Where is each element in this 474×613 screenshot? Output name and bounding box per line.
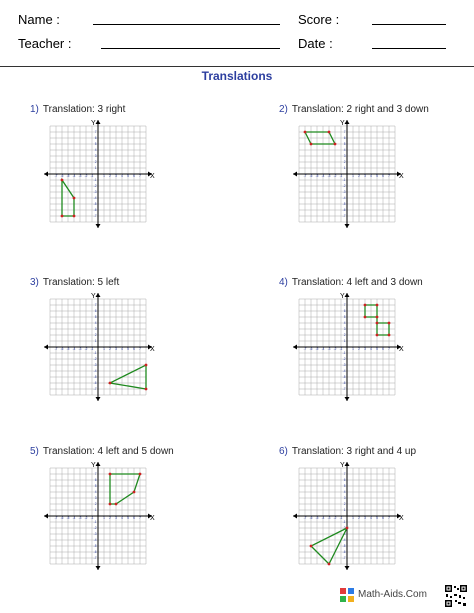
x-tick-label: 2 bbox=[109, 174, 111, 178]
shape-vertex bbox=[310, 143, 313, 146]
x-tick-label: -6 bbox=[309, 516, 313, 520]
y-tick-label: 1 bbox=[94, 339, 97, 344]
y-tick-label: 5 bbox=[343, 484, 346, 489]
x-tick-label: 3 bbox=[115, 347, 117, 351]
y-tick-label: -3 bbox=[342, 363, 346, 368]
y-tick-label: 6 bbox=[94, 136, 97, 141]
x-axis-arrow bbox=[44, 345, 48, 350]
x-tick-label: 4 bbox=[121, 347, 123, 351]
x-tick-label: -4 bbox=[72, 347, 76, 351]
date-label: Date : bbox=[298, 36, 333, 51]
y-tick-label: -7 bbox=[342, 214, 346, 219]
y-tick-label: 3 bbox=[94, 154, 97, 159]
shape-vertex bbox=[364, 316, 367, 319]
y-tick-label: -6 bbox=[93, 550, 97, 555]
shape-vertex bbox=[376, 316, 379, 319]
x-tick-label: -5 bbox=[315, 516, 319, 520]
date-field-line[interactable] bbox=[372, 48, 446, 49]
y-tick-label: -1 bbox=[342, 351, 346, 356]
shape-vertex bbox=[364, 304, 367, 307]
problem-number: 6) bbox=[279, 446, 288, 457]
x-tick-label: -2 bbox=[84, 516, 88, 520]
y-tick-label: 1 bbox=[94, 508, 97, 513]
shape-vertex bbox=[346, 527, 349, 530]
y-tick-label: -2 bbox=[93, 357, 97, 362]
y-tick-label: 7 bbox=[343, 303, 346, 308]
y-tick-label: -6 bbox=[93, 208, 97, 213]
x-tick-label: -6 bbox=[309, 347, 313, 351]
y-tick-label: 1 bbox=[343, 339, 346, 344]
x-tick-label: -3 bbox=[327, 347, 331, 351]
coordinate-grid bbox=[291, 118, 403, 230]
x-tick-label: 3 bbox=[364, 174, 366, 178]
y-tick-label: 6 bbox=[94, 309, 97, 314]
x-tick-label: 7 bbox=[139, 516, 141, 520]
x-tick-label: -5 bbox=[66, 516, 70, 520]
y-axis-arrow bbox=[345, 293, 350, 297]
y-tick-label: -5 bbox=[93, 202, 97, 207]
y-tick-label: -3 bbox=[93, 190, 97, 195]
score-field-line[interactable] bbox=[372, 24, 446, 25]
shape-vertex bbox=[328, 131, 331, 134]
problem-label bbox=[30, 277, 119, 288]
shape-vertex bbox=[304, 131, 307, 134]
x-tick-label: 1 bbox=[352, 516, 354, 520]
y-tick-label: 5 bbox=[94, 484, 97, 489]
x-axis-label: X bbox=[150, 173, 155, 180]
y-tick-label: 5 bbox=[94, 142, 97, 147]
x-tick-label: -2 bbox=[84, 347, 88, 351]
y-axis-arrow bbox=[345, 397, 350, 401]
y-tick-label: -1 bbox=[93, 178, 97, 183]
shape-vertex bbox=[376, 322, 379, 325]
x-tick-label: 3 bbox=[115, 174, 117, 178]
x-tick-label: 7 bbox=[388, 347, 390, 351]
y-tick-label: 3 bbox=[343, 327, 346, 332]
score-label: Score : bbox=[298, 12, 340, 27]
x-tick-label: 3 bbox=[115, 516, 117, 520]
y-tick-label: -2 bbox=[342, 357, 346, 362]
qr-code-icon bbox=[445, 585, 467, 607]
y-tick-label: -6 bbox=[93, 381, 97, 386]
shape-vertex bbox=[334, 143, 337, 146]
shape-vertex bbox=[376, 304, 379, 307]
y-tick-label: -5 bbox=[342, 544, 346, 549]
x-tick-label: 7 bbox=[388, 174, 390, 178]
y-axis-label: Y bbox=[91, 462, 96, 469]
x-tick-label: -6 bbox=[309, 174, 313, 178]
y-axis-label: Y bbox=[340, 120, 345, 127]
teacher-label: Teacher : bbox=[18, 36, 72, 51]
x-tick-label: -5 bbox=[66, 347, 70, 351]
name-label: Name : bbox=[18, 12, 60, 27]
y-axis-arrow bbox=[96, 462, 101, 466]
problem-label bbox=[279, 446, 416, 457]
shape-vertex bbox=[109, 382, 112, 385]
x-tick-label: 4 bbox=[121, 516, 123, 520]
y-tick-label: 2 bbox=[94, 502, 97, 507]
x-tick-label: -7 bbox=[303, 347, 307, 351]
problem-instruction: Translation: 4 left and 5 down bbox=[42, 446, 174, 457]
y-tick-label: -1 bbox=[93, 520, 97, 525]
y-tick-label: -3 bbox=[342, 190, 346, 195]
x-tick-label: -6 bbox=[60, 516, 64, 520]
problem-2 bbox=[279, 104, 469, 254]
x-tick-label: 1 bbox=[103, 347, 105, 351]
y-tick-label: 5 bbox=[343, 142, 346, 147]
y-tick-label: 2 bbox=[343, 160, 346, 165]
y-tick-label: 2 bbox=[94, 160, 97, 165]
x-tick-label: -2 bbox=[333, 174, 337, 178]
y-tick-label: 1 bbox=[343, 508, 346, 513]
shape-vertex bbox=[388, 334, 391, 337]
y-tick-label: -5 bbox=[342, 375, 346, 380]
y-tick-label: -7 bbox=[93, 556, 97, 561]
x-tick-label: -5 bbox=[315, 347, 319, 351]
shape-vertex bbox=[139, 473, 142, 476]
y-tick-label: 6 bbox=[343, 478, 346, 483]
x-tick-label: -7 bbox=[303, 174, 307, 178]
x-tick-label: 5 bbox=[127, 174, 129, 178]
x-axis-label: X bbox=[399, 346, 404, 353]
problem-label bbox=[30, 446, 174, 457]
coordinate-grid bbox=[42, 291, 154, 403]
y-tick-label: 5 bbox=[343, 315, 346, 320]
x-tick-label: -7 bbox=[54, 516, 58, 520]
y-tick-label: 7 bbox=[94, 130, 97, 135]
y-tick-label: -3 bbox=[342, 532, 346, 537]
y-axis-label: Y bbox=[340, 462, 345, 469]
y-tick-label: 4 bbox=[94, 490, 97, 495]
y-tick-label: 4 bbox=[94, 148, 97, 153]
shape-polygon bbox=[365, 305, 389, 335]
x-tick-label: -5 bbox=[315, 174, 319, 178]
x-tick-label: -7 bbox=[54, 347, 58, 351]
x-tick-label: 2 bbox=[358, 516, 360, 520]
x-tick-label: 6 bbox=[133, 174, 135, 178]
y-tick-label: -2 bbox=[93, 184, 97, 189]
y-tick-label: 6 bbox=[94, 478, 97, 483]
x-tick-label: -3 bbox=[78, 347, 82, 351]
shape-vertex bbox=[376, 334, 379, 337]
y-tick-label: 7 bbox=[94, 472, 97, 477]
y-axis-arrow bbox=[96, 397, 101, 401]
x-tick-label: 6 bbox=[382, 174, 384, 178]
brand-text: Math-Aids.Com bbox=[358, 589, 427, 600]
x-tick-label: 1 bbox=[103, 516, 105, 520]
y-tick-label: 3 bbox=[94, 496, 97, 501]
y-tick-label: 2 bbox=[94, 333, 97, 338]
x-axis-arrow bbox=[293, 345, 297, 350]
x-tick-label: -1 bbox=[90, 516, 94, 520]
x-tick-label: 5 bbox=[376, 347, 378, 351]
problem-5 bbox=[30, 446, 220, 596]
x-tick-label: 4 bbox=[370, 174, 372, 178]
x-axis-label: X bbox=[399, 515, 404, 522]
problem-instruction: Translation: 4 left and 3 down bbox=[291, 277, 423, 288]
y-tick-label: -1 bbox=[93, 351, 97, 356]
shape-vertex bbox=[73, 215, 76, 218]
name-field-line[interactable] bbox=[93, 24, 280, 25]
y-tick-label: 3 bbox=[343, 154, 346, 159]
x-tick-label: -2 bbox=[333, 516, 337, 520]
y-tick-label: 2 bbox=[343, 502, 346, 507]
y-tick-label: 4 bbox=[343, 321, 346, 326]
x-axis-arrow bbox=[293, 514, 297, 519]
y-tick-label: -6 bbox=[342, 381, 346, 386]
y-tick-label: -5 bbox=[342, 202, 346, 207]
y-axis-label: Y bbox=[91, 120, 96, 127]
problem-instruction: Translation: 2 right and 3 down bbox=[291, 104, 429, 115]
x-tick-label: -1 bbox=[339, 347, 343, 351]
y-tick-label: -2 bbox=[342, 184, 346, 189]
y-tick-label: -7 bbox=[342, 556, 346, 561]
y-tick-label: -4 bbox=[93, 369, 97, 374]
x-axis-label: X bbox=[150, 515, 155, 522]
x-tick-label: 2 bbox=[109, 347, 111, 351]
coordinate-grid bbox=[291, 291, 403, 403]
problem-number: 2) bbox=[279, 104, 288, 115]
y-axis-arrow bbox=[345, 120, 350, 124]
x-tick-label: -2 bbox=[84, 174, 88, 178]
y-tick-label: -7 bbox=[93, 214, 97, 219]
shape-vertex bbox=[145, 364, 148, 367]
problem-number: 1) bbox=[30, 104, 39, 115]
problem-number: 3) bbox=[30, 277, 39, 288]
y-tick-label: 4 bbox=[343, 148, 346, 153]
y-axis-arrow bbox=[345, 566, 350, 570]
x-tick-label: -4 bbox=[72, 516, 76, 520]
y-tick-label: -3 bbox=[93, 363, 97, 368]
y-axis-label: Y bbox=[91, 293, 96, 300]
shape-vertex bbox=[61, 215, 64, 218]
x-tick-label: 5 bbox=[376, 516, 378, 520]
x-tick-label: 5 bbox=[376, 174, 378, 178]
problem-label bbox=[279, 104, 429, 115]
y-tick-label: 6 bbox=[343, 309, 346, 314]
problem-1 bbox=[30, 104, 220, 254]
coordinate-grid bbox=[291, 460, 403, 572]
shape-vertex bbox=[109, 473, 112, 476]
problem-number: 5) bbox=[30, 446, 39, 457]
y-axis-arrow bbox=[345, 462, 350, 466]
y-tick-label: -4 bbox=[93, 196, 97, 201]
x-tick-label: 4 bbox=[121, 174, 123, 178]
problem-3 bbox=[30, 277, 220, 427]
y-tick-label: 2 bbox=[343, 333, 346, 338]
x-tick-label: 7 bbox=[139, 347, 141, 351]
coordinate-grid bbox=[42, 460, 154, 572]
x-tick-label: 6 bbox=[382, 516, 384, 520]
x-tick-label: -2 bbox=[333, 347, 337, 351]
y-tick-label: -2 bbox=[342, 526, 346, 531]
x-tick-label: 4 bbox=[370, 347, 372, 351]
y-tick-label: -4 bbox=[342, 369, 346, 374]
y-tick-label: 7 bbox=[94, 303, 97, 308]
x-tick-label: 7 bbox=[139, 174, 141, 178]
x-tick-label: -4 bbox=[321, 516, 325, 520]
x-tick-label: -7 bbox=[54, 174, 58, 178]
x-tick-label: -1 bbox=[90, 174, 94, 178]
y-tick-label: -1 bbox=[342, 178, 346, 183]
x-tick-label: 3 bbox=[364, 347, 366, 351]
y-tick-label: -3 bbox=[93, 532, 97, 537]
x-axis-label: X bbox=[150, 346, 155, 353]
x-tick-label: -4 bbox=[72, 174, 76, 178]
y-tick-label: -1 bbox=[342, 520, 346, 525]
x-axis-arrow bbox=[44, 172, 48, 177]
x-tick-label: -6 bbox=[60, 347, 64, 351]
y-tick-label: -6 bbox=[342, 550, 346, 555]
worksheet-title: Translations bbox=[201, 69, 273, 83]
shape-vertex bbox=[115, 503, 118, 506]
x-tick-label: 2 bbox=[358, 347, 360, 351]
shape-vertex bbox=[388, 322, 391, 325]
x-axis-arrow bbox=[293, 172, 297, 177]
x-tick-label: 5 bbox=[127, 347, 129, 351]
y-tick-label: 1 bbox=[94, 166, 97, 171]
problem-instruction: Translation: 3 right and 4 up bbox=[291, 446, 417, 457]
x-tick-label: -4 bbox=[321, 347, 325, 351]
teacher-field-line[interactable] bbox=[101, 48, 280, 49]
shape-polygon bbox=[110, 474, 140, 504]
x-tick-label: 1 bbox=[103, 174, 105, 178]
x-tick-label: -5 bbox=[66, 174, 70, 178]
x-tick-label: 6 bbox=[133, 516, 135, 520]
x-tick-label: -1 bbox=[339, 174, 343, 178]
math-aids-logo-icon bbox=[340, 588, 354, 602]
y-axis-arrow bbox=[96, 566, 101, 570]
y-tick-label: -4 bbox=[342, 196, 346, 201]
x-tick-label: 5 bbox=[127, 516, 129, 520]
problem-instruction: Translation: 3 right bbox=[42, 104, 126, 115]
x-tick-label: -7 bbox=[303, 516, 307, 520]
shape-vertex bbox=[310, 545, 313, 548]
coordinate-grid bbox=[42, 118, 154, 230]
x-tick-label: -3 bbox=[327, 174, 331, 178]
x-tick-label: -6 bbox=[60, 174, 64, 178]
x-axis-arrow bbox=[44, 514, 48, 519]
y-tick-label: 1 bbox=[343, 166, 346, 171]
x-tick-label: 1 bbox=[352, 174, 354, 178]
y-tick-label: -5 bbox=[93, 544, 97, 549]
y-tick-label: 3 bbox=[94, 327, 97, 332]
problem-6 bbox=[279, 446, 469, 596]
y-tick-label: -7 bbox=[342, 387, 346, 392]
y-tick-label: 7 bbox=[343, 130, 346, 135]
shape-vertex bbox=[145, 388, 148, 391]
y-axis-arrow bbox=[96, 120, 101, 124]
y-tick-label: -4 bbox=[93, 538, 97, 543]
x-tick-label: 3 bbox=[364, 516, 366, 520]
x-tick-label: -1 bbox=[90, 347, 94, 351]
x-tick-label: 4 bbox=[370, 516, 372, 520]
shape-vertex bbox=[73, 197, 76, 200]
y-tick-label: -5 bbox=[93, 375, 97, 380]
y-tick-label: 4 bbox=[343, 490, 346, 495]
shape-vertex bbox=[328, 563, 331, 566]
y-tick-label: 6 bbox=[343, 136, 346, 141]
y-tick-label: 7 bbox=[343, 472, 346, 477]
problem-number: 4) bbox=[279, 277, 288, 288]
x-tick-label: -1 bbox=[339, 516, 343, 520]
x-tick-label: 1 bbox=[352, 347, 354, 351]
shape-vertex bbox=[133, 491, 136, 494]
y-tick-label: -4 bbox=[342, 538, 346, 543]
x-tick-label: -3 bbox=[78, 174, 82, 178]
x-axis-label: X bbox=[399, 173, 404, 180]
shape-vertex bbox=[109, 503, 112, 506]
y-tick-label: -6 bbox=[342, 208, 346, 213]
shape-vertex bbox=[61, 179, 64, 182]
problem-label bbox=[30, 104, 125, 115]
x-tick-label: 6 bbox=[382, 347, 384, 351]
x-tick-label: 2 bbox=[358, 174, 360, 178]
y-tick-label: 4 bbox=[94, 321, 97, 326]
y-axis-arrow bbox=[96, 224, 101, 228]
y-axis-label: Y bbox=[340, 293, 345, 300]
x-tick-label: 6 bbox=[133, 347, 135, 351]
x-tick-label: 2 bbox=[109, 516, 111, 520]
y-axis-arrow bbox=[345, 224, 350, 228]
x-tick-label: 7 bbox=[388, 516, 390, 520]
y-tick-label: -2 bbox=[93, 526, 97, 531]
y-tick-label: -7 bbox=[93, 387, 97, 392]
y-tick-label: 5 bbox=[94, 315, 97, 320]
x-tick-label: -4 bbox=[321, 174, 325, 178]
x-tick-label: -3 bbox=[327, 516, 331, 520]
footer-brand[interactable] bbox=[340, 588, 427, 602]
x-tick-label: -3 bbox=[78, 516, 82, 520]
y-axis-arrow bbox=[96, 293, 101, 297]
problem-label bbox=[279, 277, 423, 288]
problem-4 bbox=[279, 277, 469, 427]
header-divider bbox=[0, 66, 474, 67]
y-tick-label: 3 bbox=[343, 496, 346, 501]
problem-instruction: Translation: 5 left bbox=[42, 277, 120, 288]
